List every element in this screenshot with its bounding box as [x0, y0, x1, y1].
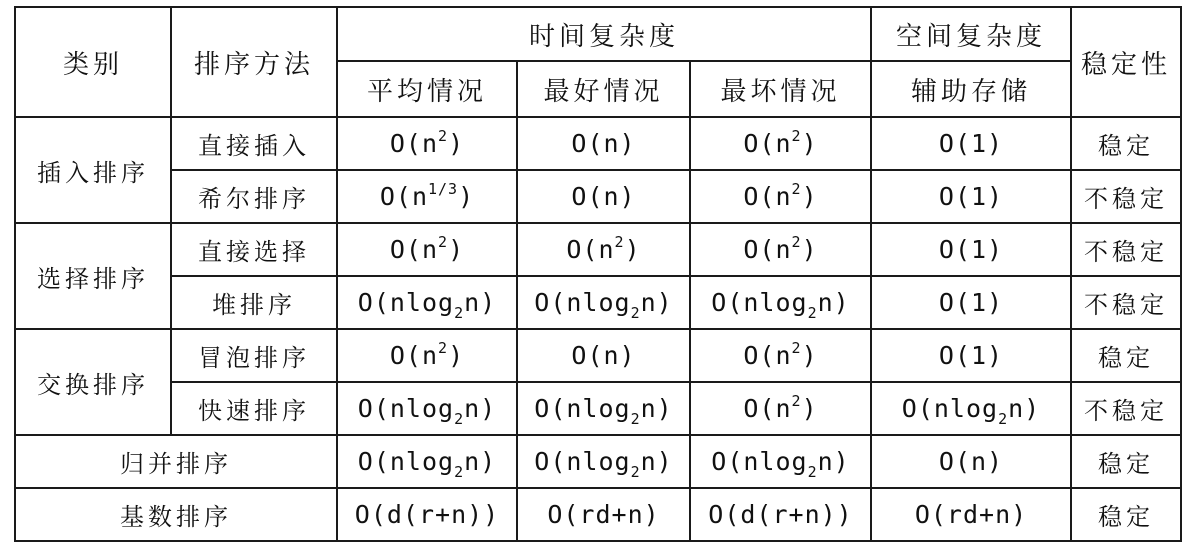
worst-cell: $O(n^2)$: [690, 170, 871, 223]
method-cell: 直接插入: [171, 117, 337, 170]
header-average: 平均情况: [337, 61, 517, 117]
method-cell: 快速排序: [171, 382, 337, 435]
header-method: 排序方法: [171, 7, 337, 117]
table-wrapper: [14, 6, 1182, 542]
average-cell: $O(n^2)$: [337, 329, 517, 382]
table-row: [15, 117, 1181, 170]
stability-cell: 稳定: [1071, 329, 1181, 382]
best-cell: $O(n^2)$: [517, 223, 690, 276]
best-cell: O(n): [517, 170, 690, 223]
average-cell: $O(n^2)$: [337, 117, 517, 170]
stability-cell: 不稳定: [1071, 276, 1181, 329]
best-cell: O(n): [517, 329, 690, 382]
average-cell: $O(n^{1/3})$: [337, 170, 517, 223]
space-cell: O(1): [871, 223, 1071, 276]
method-cell: 冒泡排序: [171, 329, 337, 382]
table-row: [15, 276, 1181, 329]
average-cell: $O(n^2)$: [337, 223, 517, 276]
worst-cell: $O(n^2)$: [690, 382, 871, 435]
table-row: [15, 435, 1181, 488]
best-cell: O(nlog$_2$n): [517, 382, 690, 435]
space-cell: O(n): [871, 435, 1071, 488]
header-row-top: [15, 7, 1181, 61]
table-row: [15, 223, 1181, 276]
sorting-complexity-table: [14, 6, 1182, 542]
best-cell: O(rd+n): [517, 488, 690, 541]
worst-cell: O(nlog$_2$n): [690, 435, 871, 488]
stability-cell: 稳定: [1071, 435, 1181, 488]
category-cell: 选择排序: [15, 223, 171, 329]
category-cell: 交换排序: [15, 329, 171, 435]
header-category: 类别: [15, 7, 171, 117]
best-cell: O(nlog$_2$n): [517, 276, 690, 329]
stability-cell: 不稳定: [1071, 382, 1181, 435]
table-row: [15, 488, 1181, 541]
stability-cell: 不稳定: [1071, 223, 1181, 276]
method-cell: 希尔排序: [171, 170, 337, 223]
stability-cell: 稳定: [1071, 117, 1181, 170]
method-cell: 堆排序: [171, 276, 337, 329]
space-cell: O(1): [871, 329, 1071, 382]
method-cell: 归并排序: [15, 435, 337, 488]
worst-cell: $O(n^2)$: [690, 223, 871, 276]
worst-cell: O(nlog$_2$n): [690, 276, 871, 329]
header-time-complexity: 时间复杂度: [337, 7, 871, 61]
space-cell: O(rd+n): [871, 488, 1071, 541]
category-cell: 插入排序: [15, 117, 171, 223]
header-auxiliary: 辅助存储: [871, 61, 1071, 117]
best-cell: O(nlog$_2$n): [517, 435, 690, 488]
average-cell: O(d(r+n)): [337, 488, 517, 541]
table-row: [15, 382, 1181, 435]
best-cell: O(n): [517, 117, 690, 170]
average-cell: O(nlog$_2$n): [337, 276, 517, 329]
method-cell: 基数排序: [15, 488, 337, 541]
method-cell: 直接选择: [171, 223, 337, 276]
space-cell: O(1): [871, 170, 1071, 223]
table-row: [15, 329, 1181, 382]
header-worst: 最坏情况: [690, 61, 871, 117]
average-cell: O(nlog$_2$n): [337, 382, 517, 435]
table-row: [15, 170, 1181, 223]
header-best: 最好情况: [517, 61, 690, 117]
stability-cell: 稳定: [1071, 488, 1181, 541]
worst-cell: O(d(r+n)): [690, 488, 871, 541]
space-cell: O(1): [871, 276, 1071, 329]
header-stability: 稳定性: [1071, 7, 1181, 117]
average-cell: O(nlog$_2$n): [337, 435, 517, 488]
space-cell: O(nlog$_2$n): [871, 382, 1071, 435]
header-space-complexity: 空间复杂度: [871, 7, 1071, 61]
space-cell: O(1): [871, 117, 1071, 170]
stability-cell: 不稳定: [1071, 170, 1181, 223]
worst-cell: $O(n^2)$: [690, 329, 871, 382]
worst-cell: $O(n^2)$: [690, 117, 871, 170]
